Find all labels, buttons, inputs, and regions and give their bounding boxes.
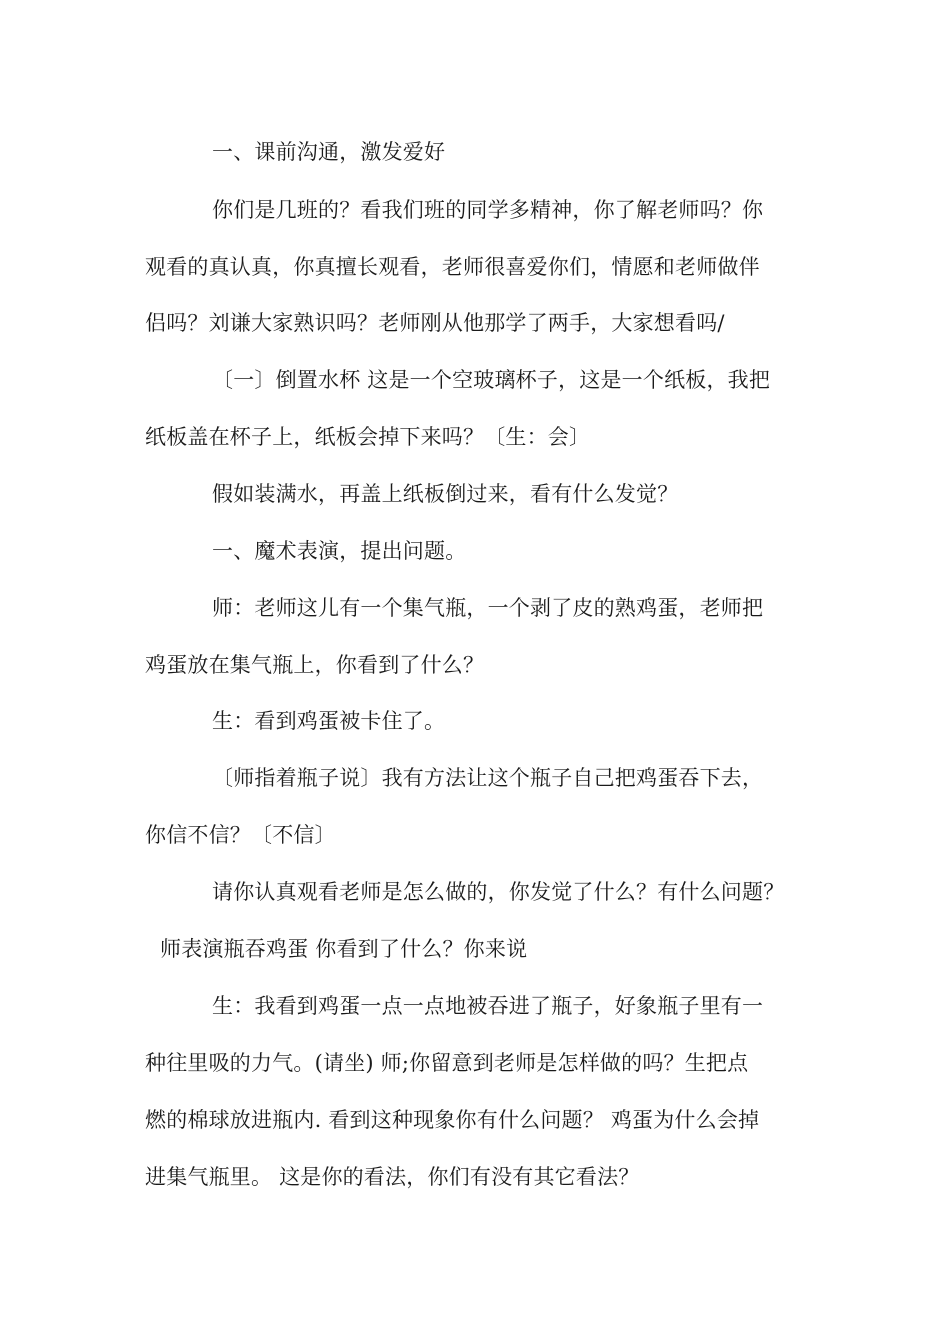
- paragraph-line: 观看的真认真，你真擅长观看，老师很喜爱你们，情愿和老师做伴: [145, 255, 760, 279]
- paragraph-line: 〔一〕倒置水杯 这是一个空玻璃杯子，这是一个纸板，我把: [212, 368, 771, 392]
- paragraph-line: 纸板盖在杯子上，纸板会掉下来吗？〔生：会〕: [145, 425, 591, 449]
- paragraph-line: 进集气瓶里。 这是你的看法，你们有没有其它看法？: [145, 1165, 640, 1189]
- section-heading-1: 一、课前沟通，激发爱好: [212, 140, 446, 164]
- paragraph-line: 侣吗？刘谦大家熟识吗？老师刚从他那学了两手，大家想看吗/: [145, 311, 725, 335]
- paragraph-line: 生：我看到鸡蛋一点一点地被吞进了瓶子，好象瓶子里有一: [212, 994, 764, 1018]
- paragraph-line: 鸡蛋放在集气瓶上，你看到了什么？: [145, 653, 485, 677]
- paragraph-line: 请你认真观看老师是怎么做的，你发觉了什么？有什么问题？: [212, 880, 785, 904]
- paragraph-line: 你们是几班的？看我们班的同学多精神，你了解老师吗？你: [212, 198, 764, 222]
- paragraph-line: 师表演瓶吞鸡蛋 你看到了什么？你来说: [160, 937, 528, 961]
- paragraph-line: 种往里吸的力气。(请坐) 师;你留意到老师是怎样做的吗？生把点: [145, 1051, 749, 1075]
- paragraph-line: 你信不信？〔不信〕: [145, 823, 336, 847]
- paragraph-line: 师：老师这儿有一个集气瓶，一个剥了皮的熟鸡蛋，老师把: [212, 596, 764, 620]
- paragraph-line: 假如装满水，再盖上纸板倒过来，看有什么发觉？: [212, 482, 679, 506]
- paragraph-line: 〔师指着瓶子说〕我有方法让这个瓶子自己把鸡蛋吞下去，: [212, 766, 764, 790]
- paragraph-line: 生：看到鸡蛋被卡住了。: [212, 709, 446, 733]
- paragraph-line: 燃的棉球放进瓶内. 看到这种现象你有什么问题？ 鸡蛋为什么会掉: [145, 1108, 760, 1132]
- section-heading-2: 一、魔术表演，提出问题。: [212, 539, 467, 563]
